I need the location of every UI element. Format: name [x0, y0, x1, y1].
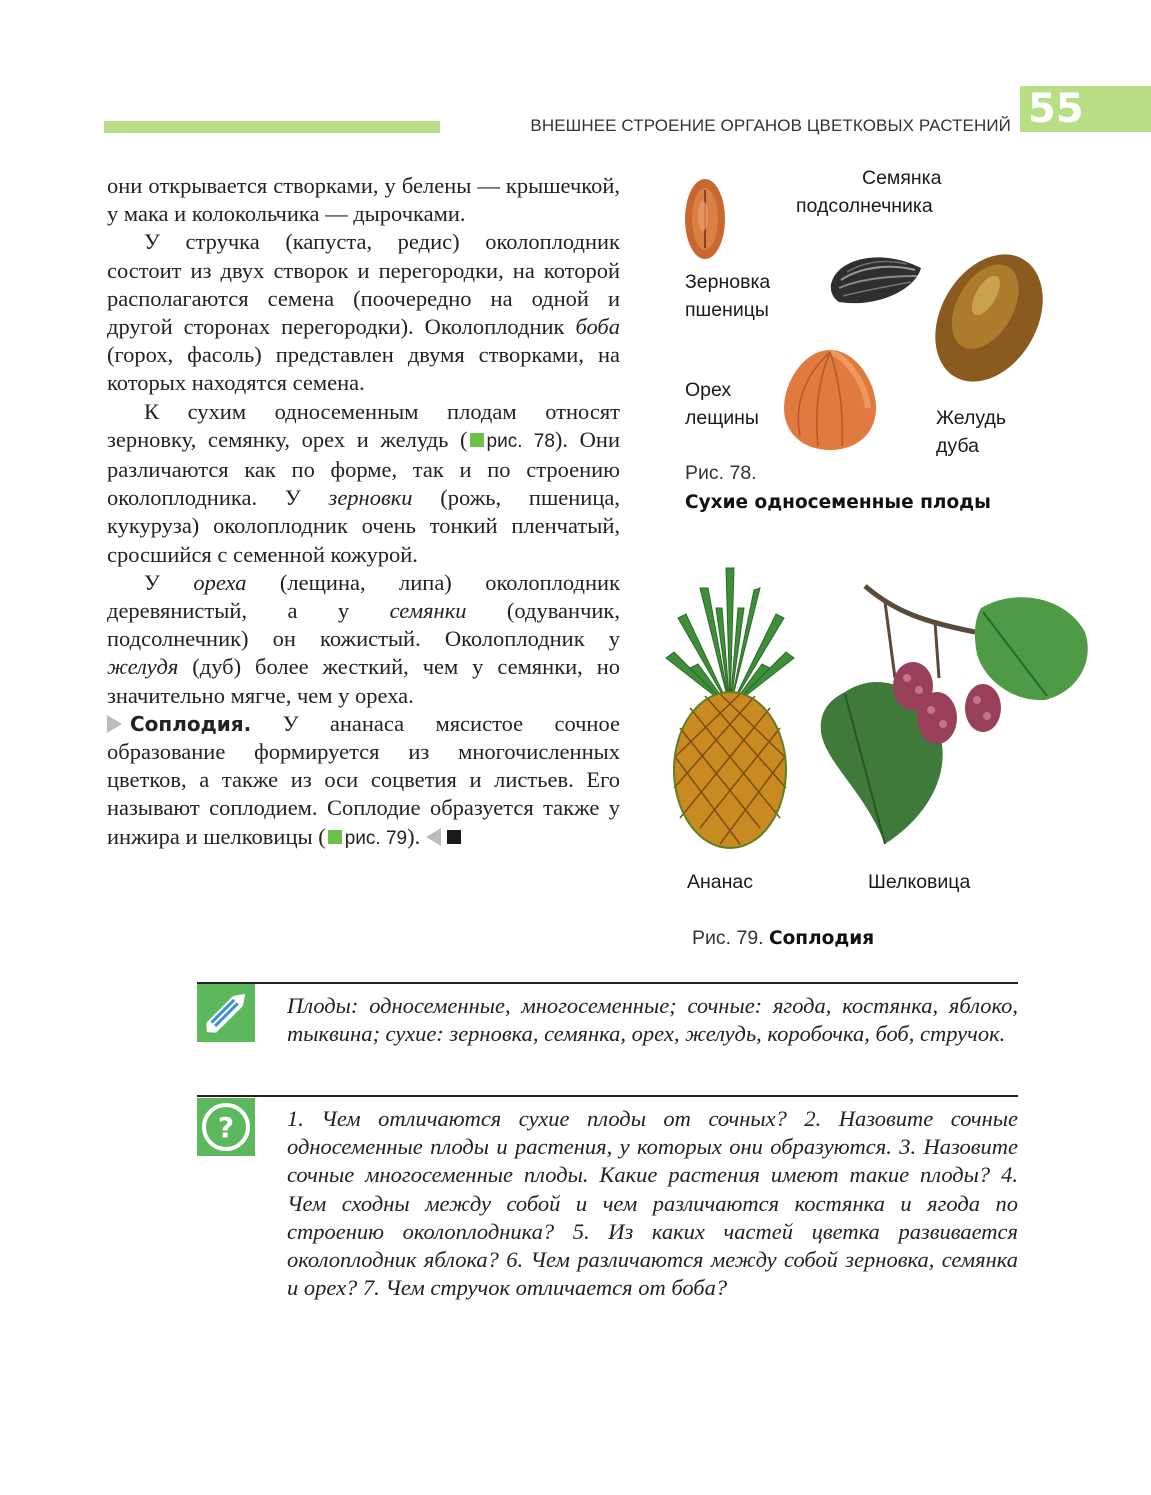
term-bob: боба [575, 314, 620, 340]
paragraph-1-text: они открывается створками, у белены — крышечкой, у мака и колокольчика — дырочками. [107, 173, 620, 227]
label-hazel-line1: Орех [685, 379, 732, 401]
p4-text-c: (одуванчик, подсолнечник) он кожистый. Околоплодник у [107, 598, 620, 652]
section-start-icon [107, 715, 122, 733]
summary-text: Плоды: односеменные, многосеменные; сочные: ягода, костянка, яблоко, тыквина; сухие: зерновка, семянка, орех, желудь, коробочка, боб, стручок. [287, 993, 1018, 1047]
p5-text-b: ). [407, 823, 421, 849]
label-sunflower [862, 164, 941, 192]
p3-text-b: ). Они различаются как по форме, так и по строению околоплодника. У [107, 426, 621, 511]
end-square-icon [447, 830, 461, 844]
figure-78-ref[interactable]: рис. 78 [486, 430, 555, 452]
label-sunflower-line2: подсолнечника [796, 195, 933, 217]
figure-79-caption-title: Соплодия [769, 928, 875, 949]
p3-text-a: К сухим односеменным плодам относят зерновку, семянку, орех и желудь ( [107, 398, 620, 452]
paragraph-1 [107, 172, 620, 228]
figure-ref-marker [470, 433, 484, 447]
p4-text-a: У [144, 569, 194, 595]
label-sunflower-line1: Семянка [862, 167, 942, 189]
p4-text-d: (дуб) более жесткий, чем у семянки, но значительно мягче, чем у ореха. [107, 654, 620, 708]
svg-text:?: ? [217, 1111, 235, 1144]
wheat-grain-image [682, 176, 728, 262]
acorn-image [928, 248, 1050, 388]
paragraph-3 [107, 398, 620, 569]
pineapple-image [660, 548, 800, 858]
term-zernovka: зерновки [328, 485, 413, 511]
figure-ref-marker [328, 830, 342, 844]
paragraph-5 [107, 710, 620, 853]
page-number-box [1020, 86, 1151, 132]
label-pineapple: Ананас [687, 871, 753, 893]
question-icon [197, 1098, 255, 1156]
questions-text: 1. Чем отличаются сухие плоды от сочных? 2. Назовите сочные односеменные плоды и растения, у которых они образуются. 3. Назовите сочные многосеменные плоды. Какие растения имеют такие плоды? 4. Чем сходны между собой и чем различаются костянка и ягода по строению околоплодника? 5. Из каких частей цветка развивается околоплодник яблока? 6. Чем различаются между собой зерновка, семянка и орех? 7. Чем стручок отличается от боба? [287, 1106, 1018, 1301]
label-acorn-line1: Желудь [936, 407, 1006, 429]
term-zhelud: желудя [107, 654, 179, 680]
page-number: 55 [1028, 86, 1084, 132]
p3-text-c: (рожь, пшеница, кукуруза) околоплодник очень тонкий пленчатый, сросшийся с семенной кожурой. [107, 485, 620, 567]
p2-text-a: У стручка (капуста, редис) околоплодник состоит из двух створок и перегородки, на которой располагаются семена (поочередно на одной и другой сторонах перегородки). Околоплодник [107, 229, 620, 340]
label-acorn-line2: дуба [936, 435, 979, 457]
figure-79-caption [692, 927, 874, 950]
paragraph-4 [107, 569, 620, 710]
figure-79-ref[interactable]: рис. 79 [344, 827, 408, 849]
p4-text-b: (лещина, липа) околоплодник деревянистый, а у [107, 569, 620, 624]
p5-text-a: У ананаса мясистое сочное образование формируется из многочисленных цветков, а также из оси соцветия и листьев. Его называют соплодием. Соплодие образуется также у инжира и шелковицы ( [107, 710, 620, 849]
header-accent-bar [104, 121, 440, 133]
section-title: ВНЕШНЕЕ СТРОЕНИЕ ОРГАНОВ ЦВЕТКОВЫХ РАСТЕНИЙ [530, 116, 1011, 135]
term-soplodiya: Соплодия. [130, 711, 252, 736]
figure-78-caption-title: Сухие односеменные плоды [685, 492, 991, 513]
p2-text-b: (горох, фасоль) представлен двумя створками, на которых находятся семена. [107, 342, 620, 396]
sunflower-seed-image [827, 250, 925, 308]
summary-top-rule [197, 982, 1018, 984]
label-wheat-line2: пшеницы [685, 299, 769, 321]
mulberry-image [815, 582, 1093, 854]
label-acorn [936, 404, 1006, 460]
label-sunflower-2 [796, 192, 933, 220]
questions-top-rule [197, 1095, 1018, 1097]
label-hazel [685, 376, 759, 432]
term-semyanka: семянки [389, 598, 467, 624]
figure-78-caption-number: Рис. 78. [685, 462, 757, 484]
label-hazel-line2: лещины [685, 407, 759, 429]
main-text [107, 172, 620, 853]
pencil-icon [197, 984, 255, 1042]
section-end-icon [426, 828, 441, 846]
term-orekh: ореха [193, 569, 247, 595]
label-wheat-line1: Зерновка [685, 271, 771, 293]
figure-79-caption-number: Рис. 79. [692, 927, 764, 949]
label-mulberry: Шелковица [868, 871, 971, 893]
paragraph-2 [107, 228, 620, 397]
label-wheat [685, 268, 770, 324]
hazelnut-image [780, 346, 880, 452]
